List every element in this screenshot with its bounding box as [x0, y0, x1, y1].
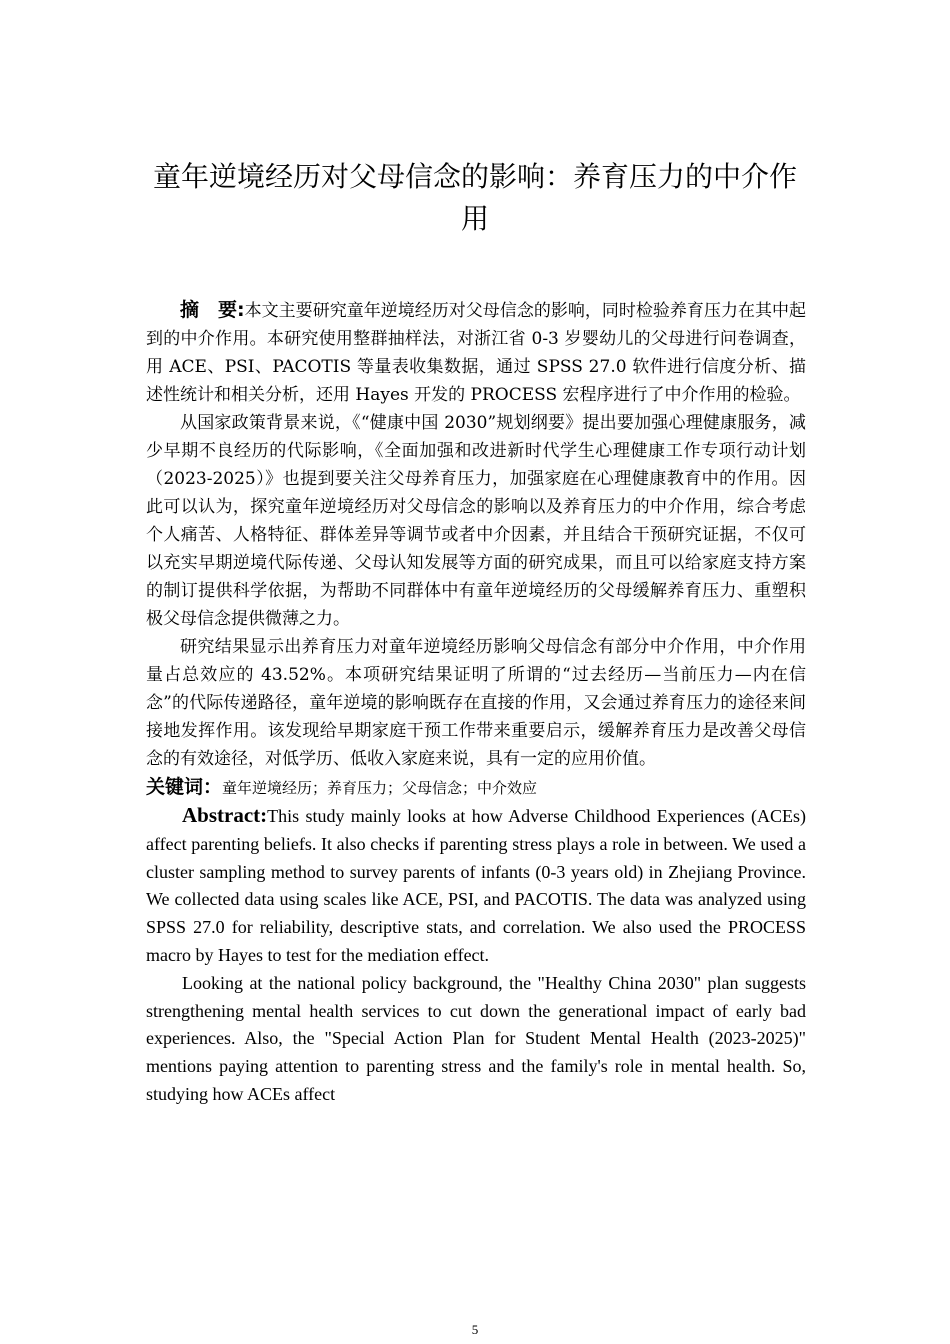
- abstract-cn-paragraph-3: 研究结果显示出养育压力对童年逆境经历影响父母信念有部分中介作用，中介作用量占总效应的 43.52%。本项研究结果证明了所谓的“过去经历—当前压力—内在信念”的代际传递路径，童年逆境的影响既存在直接的作用，又会通过养育压力的途径来间接地发挥作用。该发现给早期家庭干预工作带来重要启示，缓解养育压力是改善父母信念的有效途径，对低学历、低收入家庭来说，具有一定的应用价值。: [146, 637, 806, 769]
- abstract-cn-label: 摘 要:: [180, 299, 245, 321]
- abstract-en-text-1: This study mainly looks at how Adverse Childhood Experiences (ACEs) affect parenting beliefs. It also checks if parenting stress plays a role in between. We used a cluster sampling method to survey parents of infants (0-3 years old) in Zhejiang Province. We collected data using scales like ACE, PSI, and PACOTIS. The data was analyzed using SPSS 27.0 for reliability, descriptive stats, and correlation. We also used the PROCESS macro by Hayes to test for the mediation effect.: [146, 806, 806, 965]
- page-title: 童年逆境经历对父母信念的影响：养育压力的中介作用: [152, 160, 797, 235]
- abstract-en-label: Abstract:: [182, 803, 268, 827]
- keywords-text: 童年逆境经历；养育压力；父母信念；中介效应: [222, 779, 538, 797]
- abstract-en-paragraph-2: Looking at the national policy background, the "Healthy China 2030" plan suggests strengthening mental health services to cut down the generational impact of early bad experiences. Also, the "Special Action Plan for Student Mental Health (2023-2025)" mentions paying attention to parenting stress and the family's role in mental health. So, studying how ACEs affect: [146, 972, 806, 1104]
- keywords-line: [146, 773, 806, 802]
- document-body: [146, 296, 806, 1109]
- abstract-cn-paragraph-2: 从国家政策背景来说，《“健康中国 2030”规划纲要》提出要加强心理健康服务，减少早期不良经历的代际影响，《全面加强和改进新时代学生心理健康工作专项行动计划（2023-2025）》也提到要关注父母养育压力，加强家庭在心理健康教育中的作用。因此可以认为，探究童年逆境经历对父母信念的影响以及养育压力的中介作用，综合考虑个人痛苦、人格特征、群体差异等调节或者中介因素，并且结合干预研究证据，不仅可以充实早期逆境代际传递、父母认知发展等方面的研究成果，而且可以给家庭支持方案的制订提供科学依据，为帮助不同群体中有童年逆境经历的父母缓解养育压力、重塑积极父母信念提供微薄之力。: [146, 413, 806, 629]
- abstract-en-paragraph-1: [146, 802, 806, 970]
- keywords-label: 关键词：: [146, 776, 223, 798]
- page-number: 5: [471, 1322, 479, 1337]
- abstract-cn-paragraph-1: [146, 296, 806, 409]
- abstract-cn-text-1: 本文主要研究童年逆境经历对父母信念的影响，同时检验养育压力在其中起到的中介作用。本研究使用整群抽样法，对浙江省 0-3 岁婴幼儿的父母进行问卷调查，用 ACE、PSI、PACOTIS 等量表收集数据，通过 SPSS 27.0 软件进行信度分析、描述性统计和相关分析，还用 Hayes 开发的 PROCESS 宏程序进行了中介作用的检验。: [146, 301, 806, 405]
